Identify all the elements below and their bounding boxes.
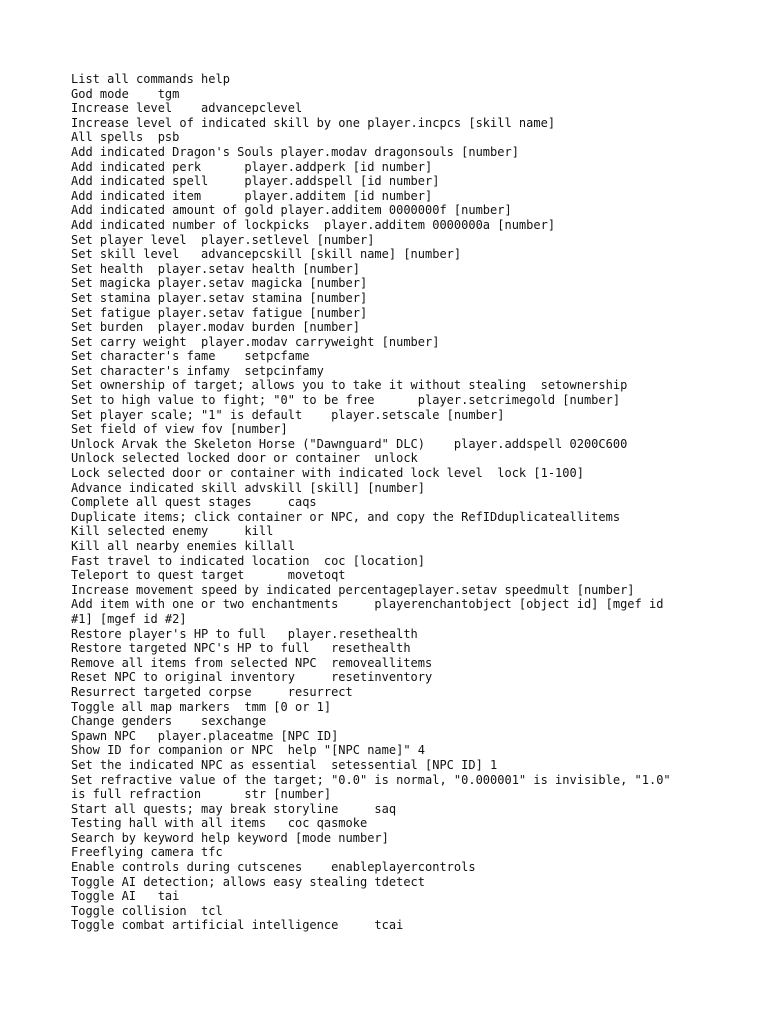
- command-line: Teleport to quest target movetoqt: [71, 568, 346, 583]
- command-line: Duplicate items; click container or NPC, and copy the RefIDduplicateallitems: [71, 509, 621, 524]
- command-line: Toggle combat artificial intelligence tcai: [71, 918, 404, 933]
- command-line: Reset NPC to original inventory resetinventory: [71, 670, 433, 685]
- command-line: Restore targeted NPC's HP to full resethealth: [71, 641, 411, 656]
- command-line: Add indicated Dragon's Souls player.modav dragonsouls [number]: [71, 144, 519, 159]
- command-line: Freeflying camera tfc: [71, 845, 223, 860]
- command-line: Unlock Arvak the Skeleton Horse ("Dawnguard" DLC) player.addspell 0200C600: [71, 436, 628, 451]
- command-line: Toggle all map markers tmm [0 or 1]: [71, 699, 332, 714]
- command-line: Change genders sexchange: [71, 714, 267, 729]
- command-line: Set player level player.setlevel [number]: [71, 232, 375, 247]
- command-line: Lock selected door or container with indicated lock level lock [1-100]: [71, 466, 584, 481]
- command-line: Set ownership of target; allows you to take it without stealing setownership: [71, 378, 628, 393]
- command-line: Set character's infamy setpcinfamy: [71, 363, 324, 378]
- command-line: Restore player's HP to full player.resethealth: [71, 626, 418, 641]
- command-line: Set magicka player.setav magicka [number]: [71, 276, 368, 291]
- command-line: List all commands help: [71, 72, 230, 86]
- command-line: Unlock selected locked door or container unlock: [71, 451, 418, 466]
- command-line: Add item with one or two enchantments playerenchantobject [object id] [mgef id: [71, 597, 664, 612]
- command-line: Increase movement speed by indicated percentageplayer.setav speedmult [number]: [71, 582, 635, 597]
- command-line: Toggle AI detection; allows easy stealing tdetect: [71, 874, 426, 889]
- command-line: All spells psb: [71, 130, 180, 145]
- command-line: Increase level of indicated skill by one player.incpcs [skill name]: [71, 115, 556, 130]
- command-line: Set skill level advancepcskill [skill name] [number]: [71, 247, 462, 262]
- command-line: Set field of view fov [number]: [71, 422, 288, 437]
- command-line: Set to high value to fight; "0" to be free player.setcrimegold [number]: [71, 393, 621, 408]
- command-line: Fast travel to indicated location coc [location]: [71, 553, 426, 568]
- command-line: Set carry weight player.modav carryweight [number]: [71, 334, 440, 349]
- command-line: Set refractive value of the target; "0.0" is normal, "0.000001" is invisible, "1.0": [71, 772, 671, 787]
- command-line: Set stamina player.setav stamina [number]: [71, 290, 368, 305]
- command-line: Set the indicated NPC as essential setessential [NPC ID] 1: [71, 757, 498, 772]
- command-line: Remove all items from selected NPC removeallitems: [71, 655, 433, 670]
- command-line: Increase level advancepclevel: [71, 101, 303, 116]
- command-line: Testing hall with all items coc qasmoke: [71, 816, 368, 831]
- command-line: #1] [mgef id #2]: [71, 611, 187, 626]
- command-line: Advance indicated skill advskill [skill] [number]: [71, 480, 426, 495]
- command-line: Toggle AI tai: [71, 889, 180, 904]
- command-line: Complete all quest stages caqs: [71, 495, 317, 510]
- command-line: Set player scale; "1" is default player.setscale [number]: [71, 407, 505, 422]
- command-line: Set character's fame setpcfame: [71, 349, 310, 364]
- command-line: Kill all nearby enemies killall: [71, 539, 295, 553]
- command-line: Add indicated perk player.addperk [id number]: [71, 159, 433, 174]
- command-line: Add indicated item player.additem [id number]: [71, 188, 433, 203]
- command-line: Add indicated number of lockpicks player.additem 0000000a [number]: [71, 217, 556, 232]
- command-line: Set fatigue player.setav fatigue [number]: [71, 305, 368, 320]
- command-line: Set health player.setav health [number]: [71, 261, 360, 276]
- command-line: God mode tgm: [71, 86, 180, 101]
- command-line: Search by keyword help keyword [mode number]: [71, 830, 389, 845]
- command-line: Add indicated amount of gold player.additem 0000000f [number]: [71, 203, 512, 218]
- command-line: Spawn NPC player.placeatme [NPC ID]: [71, 728, 339, 743]
- command-line: is full refraction str [number]: [71, 787, 332, 802]
- document-page: [71, 72, 711, 933]
- command-line: Show ID for companion or NPC help "[NPC name]" 4: [71, 743, 426, 758]
- command-line: Add indicated spell player.addspell [id number]: [71, 174, 440, 189]
- command-line: Resurrect targeted corpse resurrect: [71, 684, 353, 699]
- command-line: Kill selected enemy kill: [71, 524, 274, 539]
- command-line: Set burden player.modav burden [number]: [71, 320, 360, 335]
- command-line: Start all quests; may break storyline saq: [71, 801, 397, 816]
- command-line: Enable controls during cutscenes enableplayercontrols: [71, 860, 476, 875]
- command-line: Toggle collision tcl: [71, 903, 223, 918]
